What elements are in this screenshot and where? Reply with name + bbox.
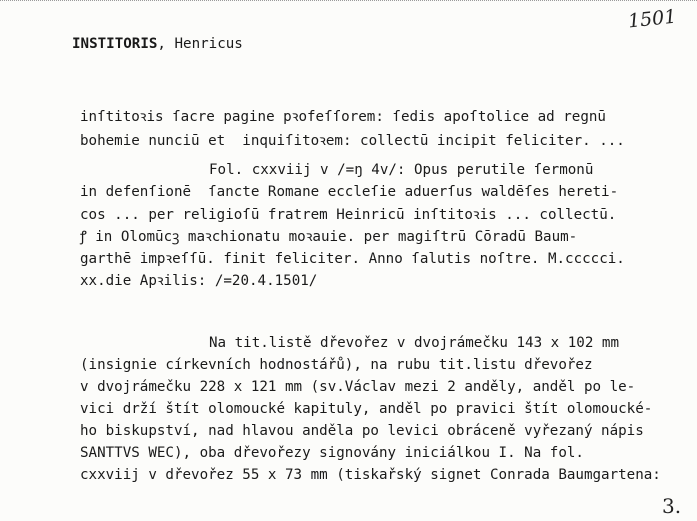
author-given-name: , Henricus <box>157 36 243 52</box>
text-line: xx.die Apꝛilis: /=20.4.1501/ <box>80 273 318 289</box>
text-line: SANTTVS WEC), oba dřevořezy signovány iniciálkou I. Na fol. <box>80 445 584 461</box>
text-line: cos ... per religioſū fratrem Heinricū inſtitoꝛis ... collectū. <box>80 207 617 223</box>
text-line: ho biskupství, nad hlavou anděla po levici obráceně vyřezaný nápis <box>80 423 644 439</box>
text-line: garthē impꝛeſſū. finit feliciter. Anno ſalutis noſtre. M.ccccci. <box>80 251 625 267</box>
text-line: vici drží štít olomoucké kapituly, anděl po pravici štít olomoucké- <box>80 401 653 417</box>
text-line: cxxviij v dřevořez 55 x 73 mm (tiskařský signet Conrada Baumgartena: <box>80 467 661 483</box>
text-line: ꝭ in Olomūcꝫ maꝛchionatu moꝛauie. per magiſtrū Cōradū Baum- <box>80 229 578 245</box>
text-line: bohemie nunciū et inquiſitoꝛem: collectū incipit feliciter. ... <box>80 133 625 149</box>
text-line: Na tit.listě dřevořez v dvojrámečku 143 x 102 mm <box>209 335 619 351</box>
perforation-line <box>0 0 697 1</box>
text-line: v dvojrámečku 228 x 121 mm (sv.Václav mezi 2 anděly, anděl po le- <box>80 379 636 395</box>
text-line: in defenſionē ſancte Romane eccleſie aduerſus waldēſes hereti- <box>80 184 619 200</box>
text-line: Fol. cxxviij v /=ŋ 4v/: Opus perutile ſermonū <box>209 162 594 178</box>
text-line: inſtitoꝛis ſacre pagine pꝛofeſſorem: ſedis apoſtolice ad regnū <box>80 109 606 125</box>
text-line: (insignie církevních hodnostářů), na rubu tit.listu dřevořez <box>80 357 593 373</box>
handwritten-corner-note: 1501 <box>626 5 678 33</box>
page-number: 3. <box>662 494 682 518</box>
author-heading <box>72 36 243 52</box>
author-surname: INSTITORIS <box>72 36 158 52</box>
